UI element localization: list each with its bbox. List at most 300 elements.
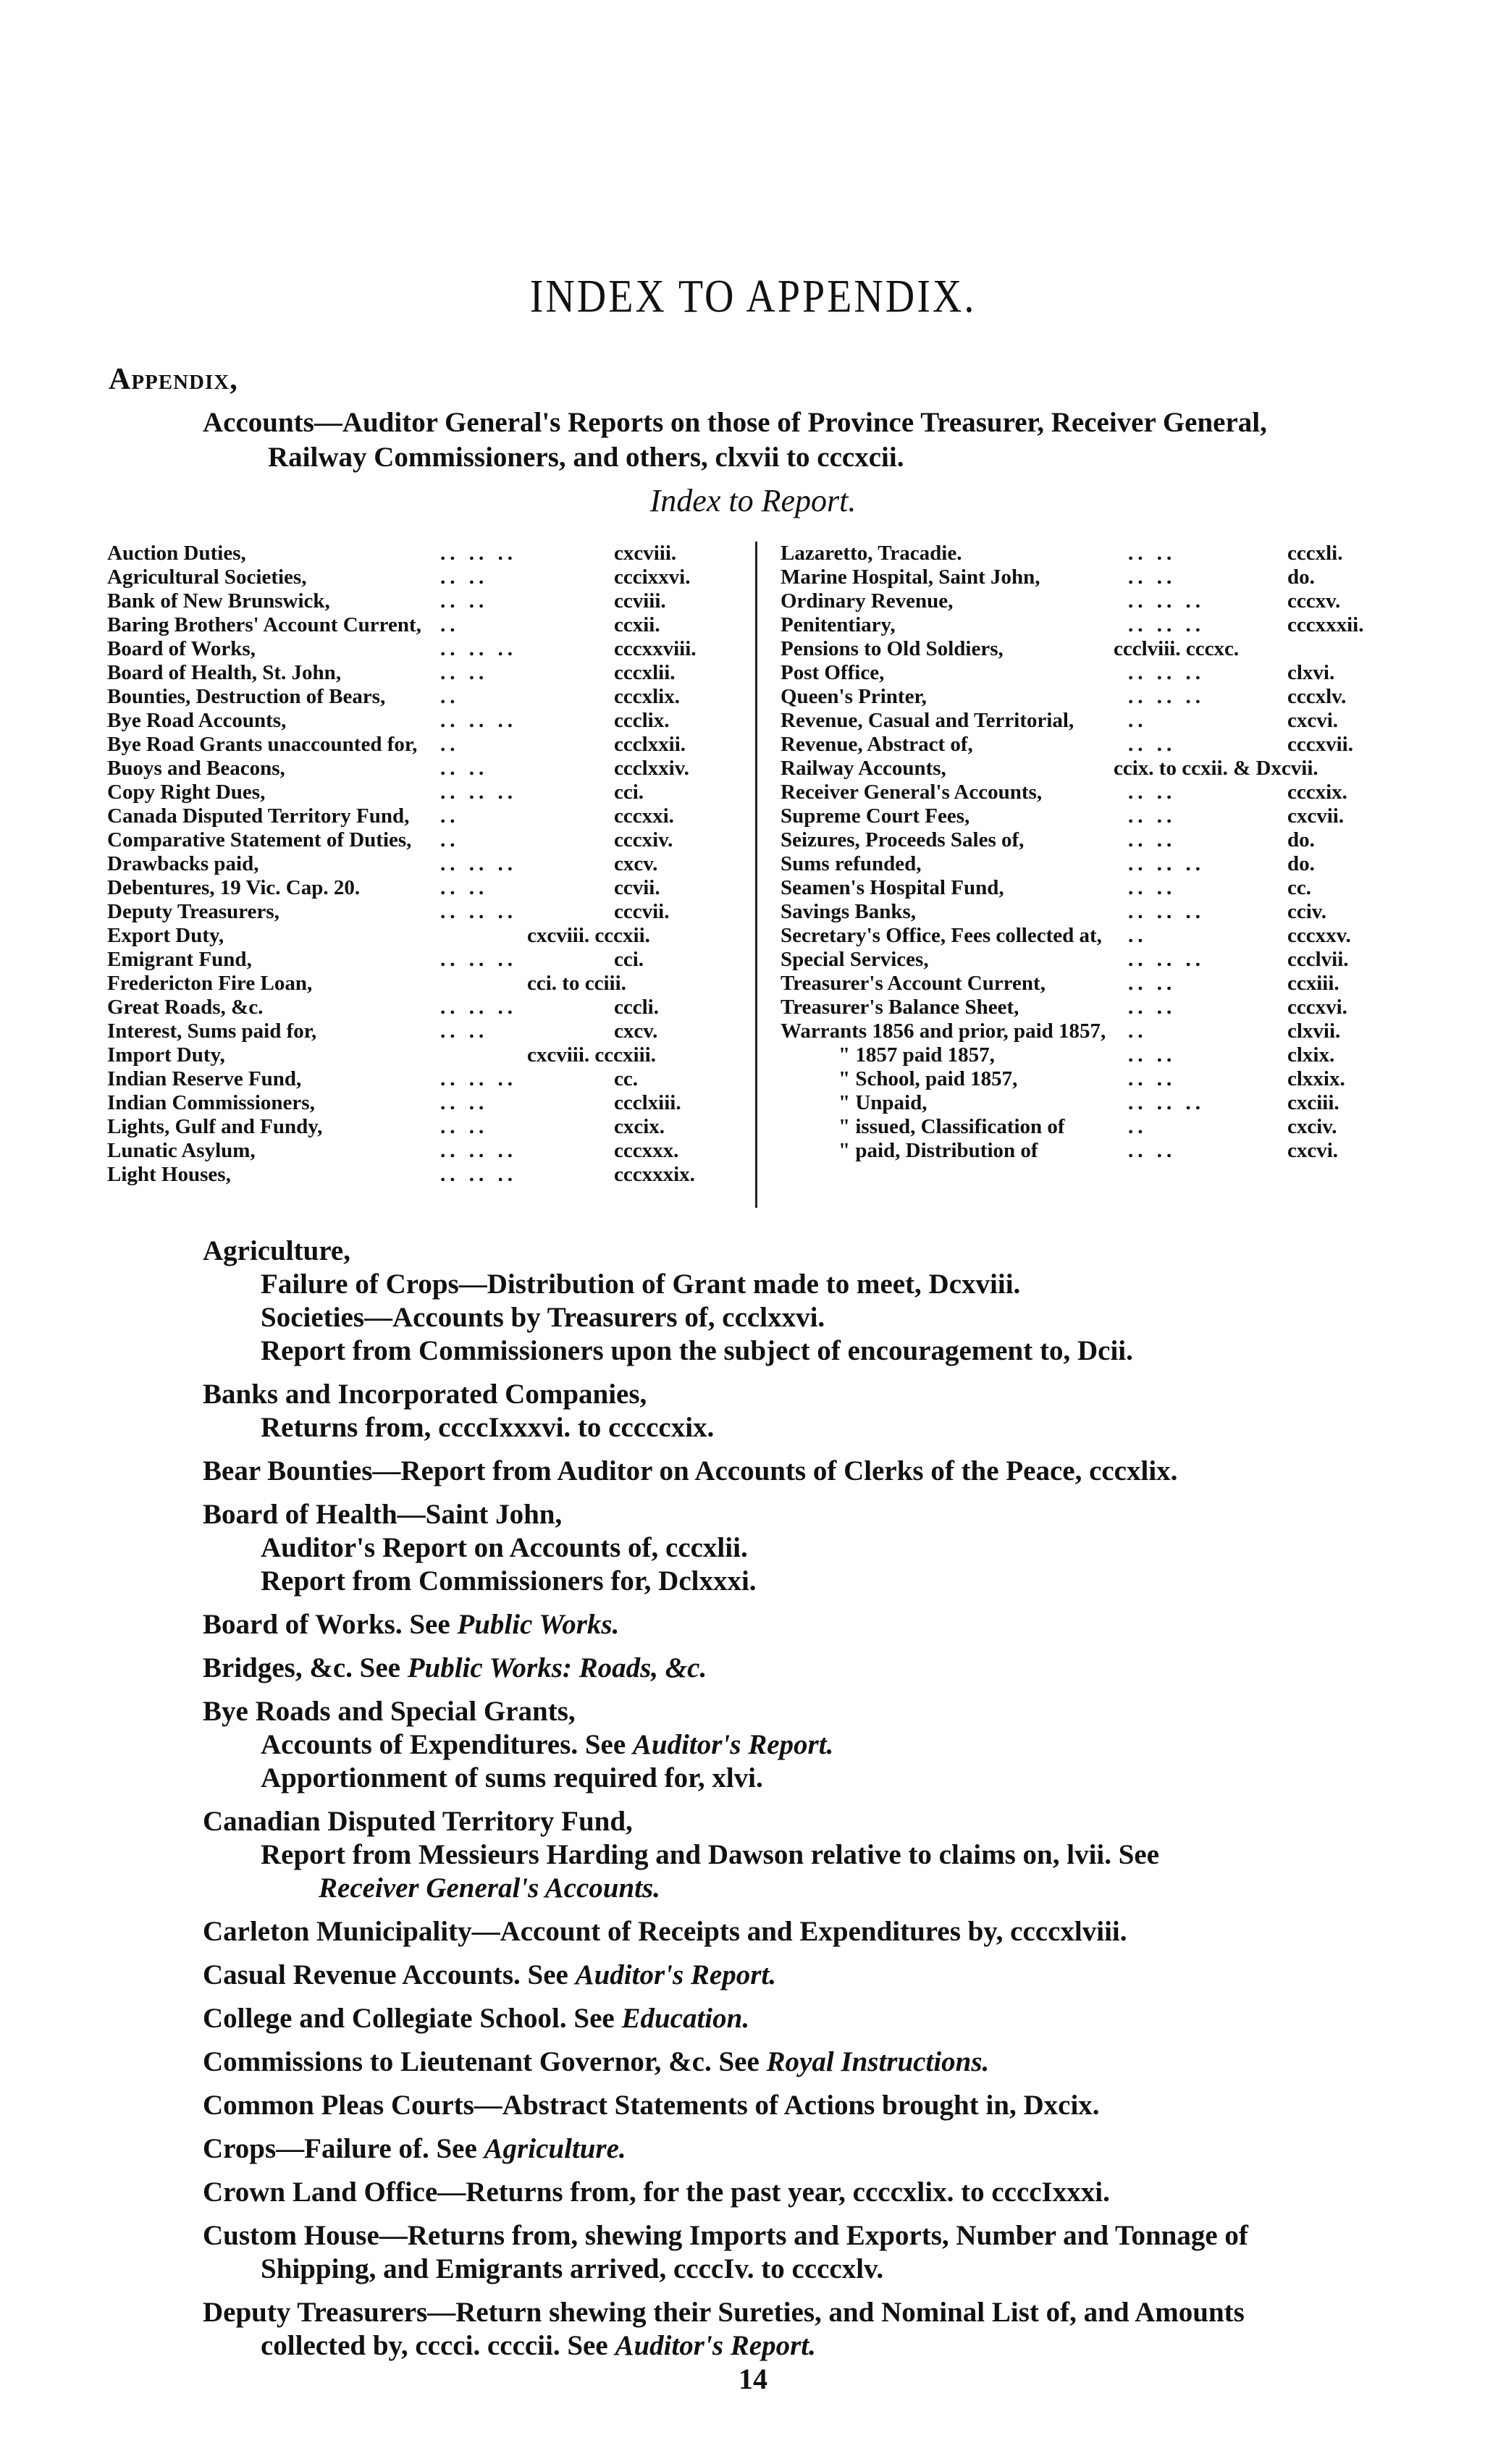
index-leader-dots: .. ..: [1128, 1043, 1177, 1067]
entry-subitem-continuation: [203, 1872, 1405, 1905]
index-row: [107, 589, 744, 613]
index-row: [107, 661, 744, 685]
index-leader-dots: .. ..: [1128, 1139, 1177, 1162]
index-label: Sums refunded,: [781, 852, 922, 875]
index-leader-dots: .. .. ..: [1128, 613, 1205, 636]
entry-subitem: [203, 1728, 1405, 1762]
index-page-ref: cxcix.: [614, 1115, 665, 1138]
right-index-column: [781, 542, 1403, 1163]
accounts-line-2: Railway Commissioners, and others, clxvii to cccxcii.: [268, 442, 904, 473]
entry-heading: [203, 1608, 1405, 1641]
entry-subitem-text: Accounts of Expenditures. See: [261, 1729, 626, 1760]
index-row: [781, 1139, 1403, 1163]
index-label: Bye Road Accounts,: [107, 709, 287, 732]
index-page-ref: ccclxiii.: [614, 1091, 681, 1114]
index-label: " issued, Classification of: [838, 1115, 1065, 1138]
index-page-ref: cccxxx.: [614, 1139, 679, 1162]
index-row: [781, 1067, 1403, 1091]
index-label: Buoys and Beacons,: [107, 757, 285, 780]
index-row: [107, 1115, 744, 1139]
index-row: [107, 1091, 744, 1115]
index-label: " 1857 paid 1857,: [838, 1043, 995, 1067]
index-row: [107, 1067, 744, 1091]
entry-heading: [203, 1652, 1405, 1685]
index-leader-dots: .. ..: [1128, 1067, 1177, 1090]
index-label: Board of Health, St. John,: [107, 661, 342, 684]
page-title: INDEX TO APPENDIX.: [529, 271, 977, 323]
index-row: [781, 733, 1403, 757]
index-row: [781, 613, 1403, 637]
index-label: Debentures, 19 Vic. Cap. 20.: [107, 876, 361, 899]
index-page-ref: cxcviii.: [614, 542, 677, 565]
index-leader-dots: .. .. ..: [440, 900, 517, 923]
entry-heading-text: Canadian Disputed Territory Fund,: [203, 1806, 633, 1837]
index-page-ref: ccclxxiv.: [614, 757, 689, 780]
index-leader-dots: ..: [440, 804, 460, 828]
entry-heading: [203, 1915, 1405, 1948]
index-leader-dots: .. .. ..: [440, 637, 517, 660]
entry-see-ref: Agriculture.: [484, 2133, 626, 2164]
index-row: [107, 565, 744, 589]
index-heading: Index to Report.: [649, 483, 857, 518]
index-label: Revenue, Casual and Territorial,: [781, 709, 1074, 732]
index-row: [107, 1043, 744, 1067]
entry-see-ref: Auditor's Report.: [615, 2330, 816, 2361]
index-leader-dots: ..: [440, 685, 460, 708]
index-page-ref: cxcviii. cccxii.: [527, 924, 650, 947]
entry-subitem: [203, 1301, 1405, 1334]
index-label: Penitentiary,: [781, 613, 896, 636]
index-row: [107, 852, 744, 876]
index-leader-dots: ..: [440, 613, 460, 636]
index-entry: [203, 1695, 1405, 1795]
page-number: 14: [739, 2363, 767, 2395]
index-label: Treasurer's Account Current,: [781, 972, 1046, 995]
column-divider: [755, 542, 757, 1208]
index-row: [107, 733, 744, 757]
accounts-line-1: Accounts—Auditor General's Reports on those of Province Treasurer, Receiver General,: [203, 407, 1267, 438]
index-label: Fredericton Fire Loan,: [107, 972, 313, 995]
index-page-ref: clxvi.: [1287, 661, 1335, 684]
index-label: Bank of New Brunswick,: [107, 589, 330, 613]
appendix-heading: Appendix,: [109, 363, 238, 396]
entry-heading-text: College and Collegiate School. See: [203, 2003, 615, 2034]
index-leader-dots: ..: [1128, 924, 1148, 947]
index-row: [107, 757, 744, 781]
index-label: Auction Duties,: [107, 542, 246, 565]
left-index-column: [107, 542, 744, 1187]
index-page-ref: cccxlii.: [614, 661, 676, 684]
index-leader-dots: .. .. ..: [440, 852, 517, 875]
index-row: [781, 637, 1403, 661]
index-leader-dots: .. .. ..: [1128, 589, 1205, 613]
index-page-ref: cciv.: [1287, 900, 1326, 923]
index-label: Receiver General's Accounts,: [781, 781, 1043, 804]
index-page-ref: cccli.: [614, 996, 659, 1019]
index-entry: [203, 1235, 1405, 1368]
index-page-ref: ccvii.: [614, 876, 660, 899]
index-row: [781, 948, 1403, 972]
index-entry: [203, 2219, 1405, 2286]
index-leader-dots: .. .. ..: [1128, 900, 1205, 923]
index-page-ref: do.: [1287, 828, 1315, 852]
entry-heading: [203, 2176, 1405, 2209]
index-row: [781, 900, 1403, 924]
index-row: [107, 876, 744, 900]
index-leader-dots: ..: [1128, 1019, 1148, 1043]
index-row: [781, 1019, 1403, 1043]
index-page-ref: cccxlix.: [614, 685, 680, 708]
index-page-ref: cccxix.: [1287, 781, 1347, 804]
index-row: [107, 709, 744, 733]
index-leader-dots: ..: [1128, 709, 1148, 732]
entry-heading-text: Board of Works. See: [203, 1609, 450, 1640]
index-label: Post Office,: [781, 661, 885, 684]
index-row: [107, 996, 744, 1019]
index-label: Ordinary Revenue,: [781, 589, 954, 613]
entry-heading: [203, 1235, 1405, 1268]
entry-heading: [203, 1805, 1405, 1838]
entry-heading-text: Bye Roads and Special Grants,: [203, 1696, 576, 1727]
index-leader-dots: .. ..: [1128, 565, 1177, 589]
index-page-ref: cci.: [614, 781, 644, 804]
index-page-ref: do.: [1287, 565, 1315, 589]
index-page-ref: cccxxviii.: [614, 637, 697, 660]
index-row: [107, 685, 744, 709]
index-label: " School, paid 1857,: [838, 1067, 1018, 1090]
entry-see-ref: Public Works.: [457, 1609, 620, 1640]
entry-subitem: [203, 1838, 1405, 1872]
index-leader-dots: .. ..: [1128, 804, 1177, 828]
index-row: [107, 1019, 744, 1043]
index-leader-dots: .. .. ..: [1128, 685, 1205, 708]
entry-heading-text: Casual Revenue Accounts. See: [203, 1959, 568, 1990]
index-page-ref: ccclviii. cccxc.: [1114, 637, 1240, 660]
entry-heading: [203, 1455, 1405, 1488]
index-page-ref: cccxxv.: [1287, 924, 1351, 947]
index-entry: [203, 1652, 1405, 1685]
index-leader-dots: .. .. ..: [1128, 661, 1205, 684]
entry-heading-text: Carleton Municipality—Account of Receipts and Expenditures by, ccccxlviii.: [203, 1916, 1127, 1947]
index-row: [781, 1115, 1403, 1139]
index-row: [107, 828, 744, 852]
index-label: Treasurer's Balance Sheet,: [781, 996, 1019, 1019]
index-row: [781, 924, 1403, 948]
index-row: [781, 709, 1403, 733]
index-page-ref: cccvii.: [614, 900, 670, 923]
entry-heading-text: Board of Health—Saint John,: [203, 1499, 563, 1530]
index-label: Great Roads, &c.: [107, 996, 264, 1019]
index-leader-dots: .. ..: [440, 876, 489, 899]
index-entries: [203, 1235, 1405, 2373]
index-entry: [203, 1378, 1405, 1445]
index-leader-dots: .. ..: [1128, 876, 1177, 899]
index-page-ref: cxcv.: [614, 1019, 658, 1043]
index-entry: [203, 1608, 1405, 1641]
index-label: " paid, Distribution of: [838, 1139, 1038, 1162]
entry-heading: [203, 2045, 1405, 2079]
index-row: [781, 565, 1403, 589]
entry-continuation-text: collected by, cccci. ccccii. See: [261, 2330, 608, 2361]
entry-heading-text: Crops—Failure of. See: [203, 2133, 477, 2164]
entry-heading: [203, 2296, 1405, 2329]
index-row: [781, 804, 1403, 828]
index-label: Bye Road Grants unaccounted for,: [107, 733, 418, 756]
index-label: Interest, Sums paid for,: [107, 1019, 317, 1043]
index-page-ref: cccxvi.: [1287, 996, 1347, 1019]
index-row: [107, 542, 744, 565]
index-leader-dots: .. ..: [440, 1019, 489, 1043]
index-row: [107, 637, 744, 661]
index-page-ref: ccviii.: [614, 589, 666, 613]
index-label: Comparative Statement of Duties,: [107, 828, 412, 852]
index-label: Special Services,: [781, 948, 929, 971]
entry-continuation: [203, 2253, 1405, 2286]
index-page-ref: cccxxxii.: [1287, 613, 1364, 636]
index-page-ref: ccclxxii.: [614, 733, 686, 756]
entry-heading-text: Agriculture,: [203, 1235, 350, 1266]
index-label: Lazaretto, Tracadie.: [781, 542, 962, 565]
index-entry: [203, 2132, 1405, 2166]
index-entry: [203, 1959, 1405, 1992]
index-page-ref: clxix.: [1287, 1043, 1335, 1067]
index-row: [781, 876, 1403, 900]
index-page-ref: cccixxvi.: [614, 565, 691, 589]
index-row: [781, 852, 1403, 876]
index-page-ref: ccclix.: [614, 709, 670, 732]
index-leader-dots: .. .. ..: [440, 948, 517, 971]
index-entry: [203, 2089, 1405, 2122]
index-entry: [203, 1498, 1405, 1598]
index-row: [781, 972, 1403, 996]
index-row: [107, 613, 744, 637]
index-page-ref: ccxii.: [614, 613, 660, 636]
index-leader-dots: .. ..: [440, 757, 489, 780]
entry-subitem: [203, 1531, 1405, 1565]
index-leader-dots: .. ..: [1128, 542, 1177, 565]
index-page-ref: do.: [1287, 852, 1315, 875]
index-row: [781, 1091, 1403, 1115]
entry-heading: [203, 1959, 1405, 1992]
index-page-ref: cccxiv.: [614, 828, 673, 852]
entry-subitem-text: Returns from, ccccIxxxvi. to cccccxix.: [261, 1412, 715, 1443]
index-label: Drawbacks paid,: [107, 852, 259, 875]
index-page-ref: clxxix.: [1287, 1067, 1345, 1090]
entry-heading: [203, 2219, 1405, 2253]
index-leader-dots: .. .. ..: [440, 996, 517, 1019]
index-row: [107, 781, 744, 804]
entry-heading: [203, 2002, 1405, 2035]
entry-heading-text: Custom House—Returns from, shewing Imports and Exports, Number and Tonnage of: [203, 2220, 1248, 2251]
entry-heading: [203, 2132, 1405, 2166]
index-row: [107, 948, 744, 972]
index-row: [781, 589, 1403, 613]
index-entry: [203, 1915, 1405, 1948]
entry-subitem: [203, 1334, 1405, 1368]
entry-subitem-text: Auditor's Report on Accounts of, cccxlii.: [261, 1532, 748, 1563]
index-label: Pensions to Old Soldiers,: [781, 637, 1004, 660]
index-row: [781, 661, 1403, 685]
index-label: Seamen's Hospital Fund,: [781, 876, 1004, 899]
index-row: [107, 900, 744, 924]
index-entry: [203, 2002, 1405, 2035]
entry-continuation: [203, 2329, 1405, 2363]
index-label: Import Duty,: [107, 1043, 225, 1067]
index-label: Seizures, Proceeds Sales of,: [781, 828, 1025, 852]
index-label: " Unpaid,: [838, 1091, 927, 1114]
index-page-ref: ccxiii.: [1287, 972, 1339, 995]
entry-heading-text: Commissions to Lieutenant Governor, &c. See: [203, 2046, 760, 2077]
index-row: [107, 1163, 744, 1187]
index-row: [781, 1043, 1403, 1067]
index-label: Warrants 1856 and prior, paid 1857,: [781, 1019, 1106, 1043]
index-page-ref: cxcv.: [614, 852, 658, 875]
index-leader-dots: .. ..: [1128, 996, 1177, 1019]
entry-heading-text: Deputy Treasurers—Return shewing their Sureties, and Nominal List of, and Amounts: [203, 2297, 1245, 2328]
index-page-ref: cccxvii.: [1287, 733, 1353, 756]
entry-subitem-text: Report from Commissioners upon the subject of encouragement to, Dcii.: [261, 1335, 1133, 1366]
entry-see-ref: Royal Instructions.: [766, 2046, 990, 2077]
index-label: Indian Commissioners,: [107, 1091, 315, 1114]
index-page-ref: cci.: [614, 948, 644, 971]
index-page-ref: cccxxi.: [614, 804, 674, 828]
index-label: Board of Works,: [107, 637, 256, 660]
index-leader-dots: .. .. ..: [440, 781, 517, 804]
entry-heading-text: Crown Land Office—Returns from, for the past year, ccccxlix. to ccccIxxxi.: [203, 2177, 1110, 2208]
index-label: Export Duty,: [107, 924, 224, 947]
index-leader-dots: .. .. ..: [440, 542, 517, 565]
entry-heading: [203, 1695, 1405, 1728]
index-label: Supreme Court Fees,: [781, 804, 970, 828]
index-label: Copy Right Dues,: [107, 781, 266, 804]
index-row: [107, 972, 744, 996]
index-label: Canada Disputed Territory Fund,: [107, 804, 410, 828]
index-label: Secretary's Office, Fees collected at,: [781, 924, 1102, 947]
index-leader-dots: .. ..: [440, 661, 489, 684]
entry-see-ref: Auditor's Report.: [575, 1959, 776, 1990]
entry-subitem-text: Report from Messieurs Harding and Dawson relative to claims on, lvii. See: [261, 1839, 1160, 1870]
index-page-ref: cxciii.: [1287, 1091, 1339, 1114]
index-page-ref: cccxv.: [1287, 589, 1341, 613]
index-label: Marine Hospital, Saint John,: [781, 565, 1040, 589]
index-page-ref: clxvii.: [1287, 1019, 1341, 1043]
index-leader-dots: .. .. ..: [440, 709, 517, 732]
index-entry: [203, 1455, 1405, 1488]
index-page-ref: ccclvii.: [1287, 948, 1349, 971]
index-row: [781, 828, 1403, 852]
index-row: [781, 781, 1403, 804]
index-leader-dots: .. ..: [1128, 733, 1177, 756]
index-label: Light Houses,: [107, 1163, 231, 1186]
index-label: Lunatic Asylum,: [107, 1139, 256, 1162]
index-label: Emigrant Fund,: [107, 948, 252, 971]
index-label: Savings Banks,: [781, 900, 916, 923]
entry-heading: [203, 1498, 1405, 1531]
index-page-ref: cccxlv.: [1287, 685, 1347, 708]
index-label: Indian Reserve Fund,: [107, 1067, 302, 1090]
index-row: [107, 1139, 744, 1163]
entry-see-ref: Public Works: Roads, &c.: [407, 1652, 707, 1683]
index-page-ref: cc.: [614, 1067, 638, 1090]
entry-subitem-text: Failure of Crops—Distribution of Grant made to meet, Dcxviii.: [261, 1269, 1021, 1300]
entry-subitem-text: Report from Commissioners for, Dclxxxi.: [261, 1565, 757, 1597]
accounts-paragraph: [203, 405, 1405, 475]
index-leader-dots: .. ..: [440, 589, 489, 613]
index-leader-dots: .. ..: [1128, 972, 1177, 995]
index-leader-dots: ..: [440, 828, 460, 852]
index-page-ref: cccxli.: [1287, 542, 1343, 565]
index-entry: [203, 1805, 1405, 1905]
index-label: Railway Accounts,: [781, 757, 946, 780]
entry-subitem: [203, 1565, 1405, 1598]
entry-heading-text: Common Pleas Courts—Abstract Statements of Actions brought in, Dxcix.: [203, 2090, 1100, 2121]
index-row: [781, 757, 1403, 781]
index-page-ref: cccxxxix.: [614, 1163, 695, 1186]
index-page-ref: cxciv.: [1287, 1115, 1337, 1138]
entry-heading-text: Banks and Incorporated Companies,: [203, 1379, 647, 1410]
index-leader-dots: .. ..: [1128, 828, 1177, 852]
index-entry: [203, 2296, 1405, 2363]
index-page-ref: cxcviii. cccxiii.: [527, 1043, 656, 1067]
entry-subitem: Apportionment of sums required for, xlvi.: [261, 1762, 763, 1794]
index-page-ref: cxcvi.: [1287, 1139, 1339, 1162]
index-row: [781, 996, 1403, 1019]
index-row: [107, 924, 744, 948]
entry-heading-text: Bear Bounties—Report from Auditor on Accounts of Clerks of the Peace, cccxlix.: [203, 1455, 1178, 1487]
index-label: Baring Brothers' Account Current,: [107, 613, 421, 636]
index-row: [781, 685, 1403, 709]
index-label: Queen's Printer,: [781, 685, 927, 708]
entry-see-ref: Auditor's Report.: [632, 1729, 834, 1760]
entry-subitem-text: Societies—Accounts by Treasurers of, ccclxxvi.: [261, 1302, 825, 1333]
index-page-ref: cci. to cciii.: [527, 972, 626, 995]
index-leader-dots: .. ..: [440, 565, 489, 589]
index-leader-dots: .. .. ..: [440, 1067, 517, 1090]
entry-heading-text: Bridges, &c. See: [203, 1652, 400, 1683]
index-leader-dots: .. .. ..: [1128, 852, 1205, 875]
entry-continuation-text: Shipping, and Emigrants arrived, ccccIv. to ccccxlv.: [261, 2253, 884, 2284]
index-label: Lights, Gulf and Fundy,: [107, 1115, 323, 1138]
entry-heading: [203, 2089, 1405, 2122]
index-row: [107, 804, 744, 828]
index-label: Deputy Treasurers,: [107, 900, 279, 923]
entry-see-ref: Education.: [621, 2003, 750, 2034]
entry-see-ref: Receiver General's Accounts.: [319, 1872, 660, 1904]
index-page-ref: cc.: [1287, 876, 1311, 899]
index-row: [781, 542, 1403, 565]
index-page-ref: cxcvi.: [1287, 709, 1339, 732]
index-leader-dots: .. ..: [1128, 781, 1177, 804]
index-leader-dots: ..: [1128, 1115, 1148, 1138]
index-entry: [203, 2045, 1405, 2079]
index-label: Agricultural Societies,: [107, 565, 307, 589]
index-leader-dots: .. .. ..: [440, 1163, 517, 1186]
entry-heading: [203, 1378, 1405, 1411]
index-leader-dots: .. .. ..: [1128, 948, 1205, 971]
index-leader-dots: .. ..: [440, 1115, 489, 1138]
index-leader-dots: .. .. ..: [1128, 1091, 1205, 1114]
index-entry: [203, 2176, 1405, 2209]
entry-subitem: [203, 1411, 1405, 1445]
index-page-ref: ccix. to ccxii. & Dxcvii.: [1114, 757, 1318, 780]
index-leader-dots: .. ..: [440, 1091, 489, 1114]
index-leader-dots: ..: [440, 733, 460, 756]
index-label: Revenue, Abstract of,: [781, 733, 973, 756]
entry-subitem: [203, 1268, 1405, 1301]
index-label: Bounties, Destruction of Bears,: [107, 685, 386, 708]
index-page-ref: cxcvii.: [1287, 804, 1345, 828]
index-leader-dots: .. .. ..: [440, 1139, 517, 1162]
